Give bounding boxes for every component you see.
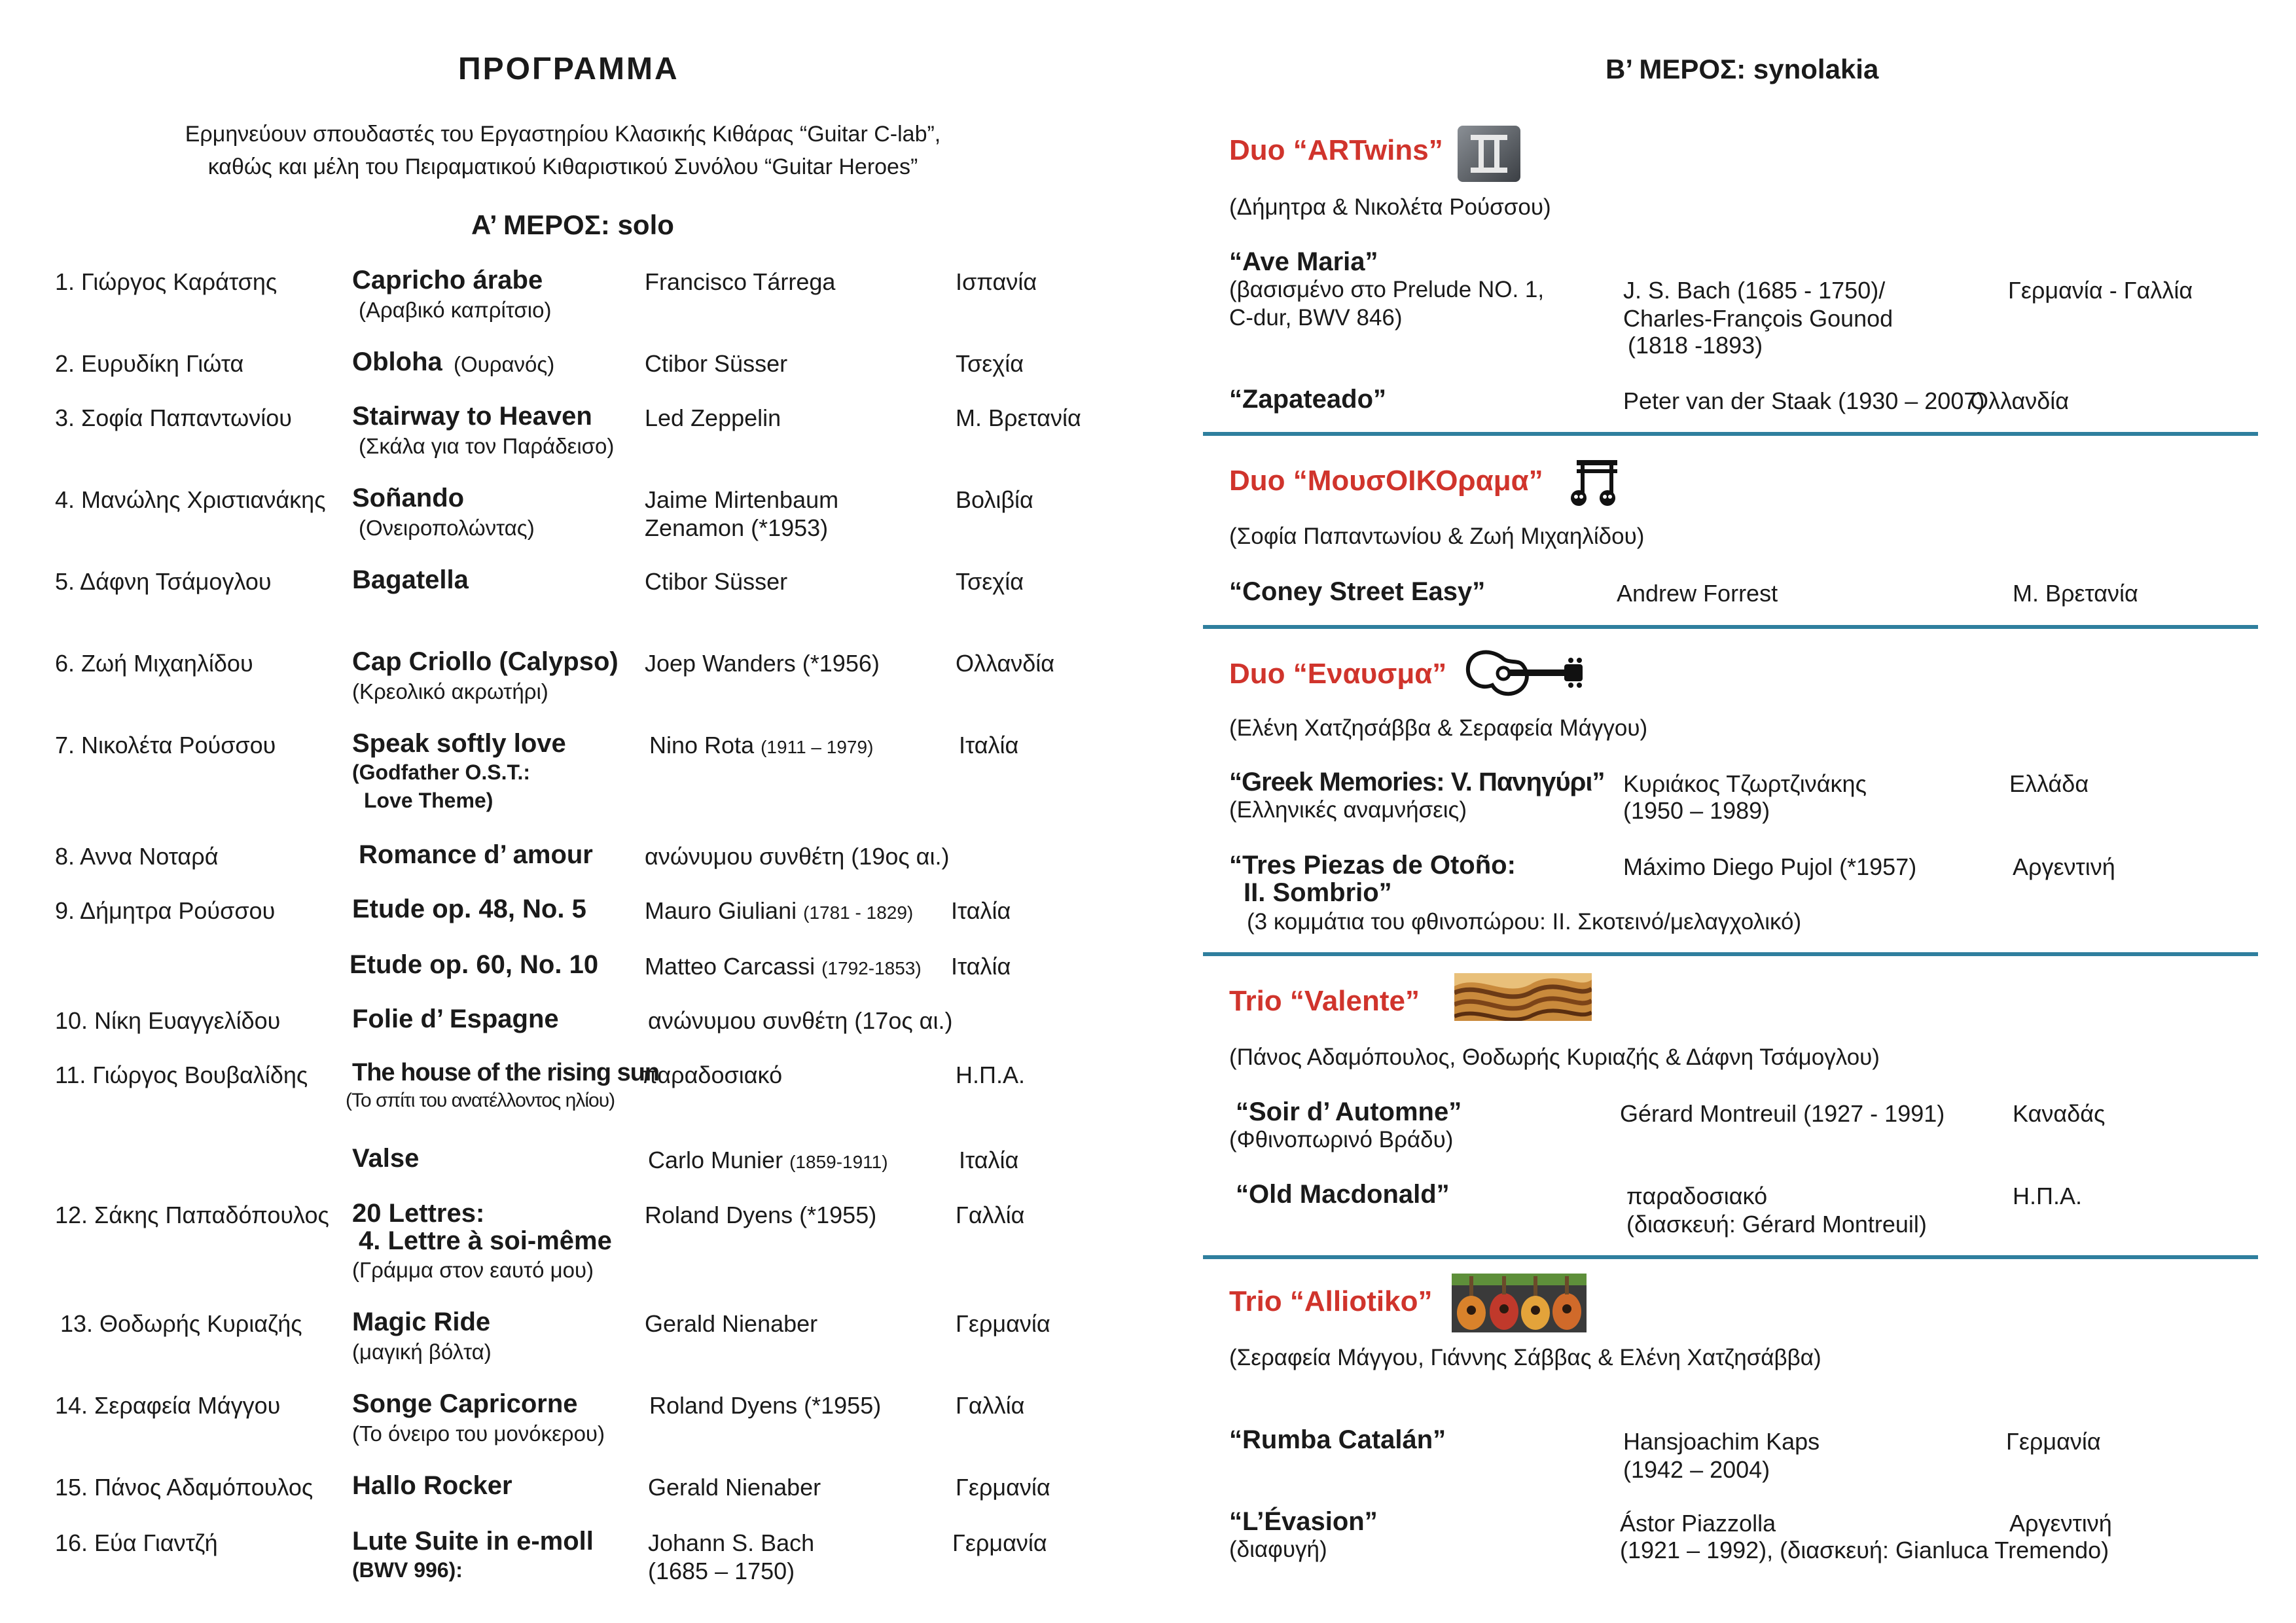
country-2: Τσεχία [956, 350, 1024, 377]
members-mousoikorama: (Σοφία Παπαντωνίου & Ζωή Μιχαηλίδου) [1229, 524, 1645, 549]
composer-rumba-catalan-years: (1942 – 2004) [1623, 1456, 1770, 1483]
part-b-title: Β’ ΜΕΡΟΣ: synolakia [1605, 54, 1879, 84]
section-divider [1203, 1255, 2258, 1259]
group-name-mousoikorama: Duo “ΜουσΟΙΚΟραμα” [1229, 465, 1543, 497]
piece-title-7: Speak softly love [352, 729, 566, 758]
country-zapateado: Ολλανδία [1970, 387, 2070, 414]
piece-title-15: Hallo Rocker [352, 1471, 512, 1500]
composer-9b-name: Matteo Carcassi [645, 953, 816, 980]
piece-title-12: 20 Lettres: [352, 1199, 485, 1228]
piece-subtitle-7-line2: Love Theme) [364, 789, 493, 812]
composer-11: παραδοσιακό [641, 1061, 783, 1088]
composer-11b-years: (1859-1911) [789, 1152, 888, 1172]
arranger-old-macdonald: (διασκευή: Gérard Montreuil) [1626, 1211, 1927, 1238]
members-artwins: (Δήμητρα & Νικολέτα Ρούσσου) [1229, 194, 1551, 220]
composer-16: Johann S. Bach [648, 1529, 815, 1556]
piece-soir-dautomne: “Soir d’ Automne” [1236, 1097, 1462, 1126]
country-ave-maria: Γερμανία - Γαλλία [2008, 277, 2193, 304]
piece-title-11: The house of the rising sun [352, 1059, 660, 1086]
group-name-valente: Trio “Valente” [1229, 985, 1420, 1017]
performer-7: 7. Νικολέτα Ρούσσου [55, 732, 276, 758]
composer-4-line2: Zenamon (*1953) [645, 514, 829, 541]
note-soir-dautomne: (Φθινοπωρινό Βράδυ) [1229, 1127, 1454, 1152]
piece-greek-memories: “Greek Memories: V. Πανηγύρι” [1229, 768, 1605, 796]
piece-title-10: Folie d’ Espagne [352, 1005, 559, 1033]
piece-title-13: Magic Ride [352, 1308, 491, 1336]
country-16: Γερμανία [952, 1529, 1047, 1556]
composer-rumba-catalan: Hansjoachim Kaps [1623, 1428, 1820, 1455]
group-name-enavsma: Duo “Εναυσμα” [1229, 658, 1447, 690]
composer-2: Ctibor Süsser [645, 350, 788, 377]
composer-greek-memories-years: (1950 – 1989) [1623, 797, 1770, 824]
performer-12: 12. Σάκης Παπαδόπουλος [55, 1202, 329, 1228]
intro-text [131, 118, 995, 183]
piece-subtitle-13: (μαγική βόλτα) [352, 1340, 492, 1364]
piece-coney-street-easy: “Coney Street Easy” [1229, 577, 1486, 606]
composer-tres-piezas: Máximo Diego Pujol (*1957) [1623, 853, 1917, 880]
piece-subtitle-11: (Το σπίτι του ανατέλλοντος ηλίου) [346, 1090, 615, 1111]
composer-levasion-details: (1921 – 1992), (διασκευή: Gianluca Tremendo) [1620, 1537, 2109, 1563]
guitars-painting-icon [1452, 1274, 1587, 1332]
country-11: Η.Π.Α. [956, 1061, 1026, 1088]
piece-zapateado: “Zapateado” [1229, 385, 1387, 414]
composer-7 [649, 732, 873, 759]
piece-title-11b: Valse [352, 1144, 420, 1173]
performer-10: 10. Νίκη Ευαγγελίδου [55, 1007, 281, 1034]
note-levasion: (διαφυγή) [1229, 1537, 1327, 1562]
composer-greek-memories: Κυριάκος Τζωρτζινάκης [1623, 770, 1867, 797]
piece-title-9b: Etude op. 60, No. 10 [350, 950, 599, 979]
piece-title-4: Soñando [352, 484, 465, 512]
country-greek-memories: Ελλάδα [2009, 770, 2089, 797]
composer-5: Ctibor Süsser [645, 568, 788, 595]
composer-7-name: Nino Rota [649, 732, 755, 758]
guitar-outline-icon [1463, 645, 1587, 704]
country-7: Ιταλία [959, 732, 1019, 758]
piece-title-16: Lute Suite in e-moll [352, 1527, 594, 1556]
piece-title-1: Capricho árabe [352, 266, 543, 294]
composer-ave-maria-2: Charles-François Gounod [1623, 305, 1893, 332]
piece-title-3: Stairway to Heaven [352, 402, 592, 431]
country-14: Γαλλία [956, 1392, 1025, 1419]
composer-12: Roland Dyens (*1955) [645, 1202, 877, 1228]
country-9: Ιταλία [951, 897, 1011, 924]
group-name-artwins: Duo “ARTwins” [1229, 134, 1443, 166]
wave-art-icon [1454, 973, 1592, 1021]
composer-14: Roland Dyens (*1955) [649, 1392, 882, 1419]
piece-levasion: “L’Évasion” [1229, 1507, 1378, 1536]
members-valente: (Πάνος Αδαμόπουλος, Θοδωρής Κυριαζής & Δάφνη Τσάμογλου) [1229, 1044, 1880, 1070]
composer-8: ανώνυμου συνθέτη (19ος αι.) [645, 843, 950, 870]
piece-subtitle-16: (BWV 996): [352, 1558, 463, 1582]
composer-3: Led Zeppelin [645, 404, 781, 431]
piece-subtitle-14: (Το όνειρο του μονόκερου) [352, 1421, 605, 1446]
country-5: Τσεχία [956, 568, 1024, 595]
country-11b: Ιταλία [959, 1147, 1019, 1173]
composer-ave-maria-3: (1818 -1893) [1628, 332, 1763, 359]
performer-8: 8. Αννα Νοταρά [55, 843, 219, 870]
country-15: Γερμανία [956, 1474, 1050, 1501]
composer-9 [645, 897, 913, 925]
performer-16: 16. Εύα Γιαντζή [55, 1529, 218, 1556]
piece-rumba-catalan: “Rumba Catalán” [1229, 1425, 1446, 1454]
country-levasion: Αργεντινή [2009, 1510, 2112, 1537]
piece-title-12-line2: 4. Lettre à soi-même [359, 1226, 612, 1255]
performer-14: 14. Σεραφεία Μάγγου [55, 1392, 281, 1419]
country-coney-street-easy: Μ. Βρετανία [2013, 580, 2138, 607]
piece-subtitle-3: (Σκάλα για τον Παράδεισο) [359, 434, 615, 458]
intro-line-1: Ερμηνεύουν σπουδαστές του Εργαστηρίου Κλασικής Κιθάρας “Guitar C-lab”, [185, 122, 941, 147]
intro-line-2: καθώς και μέλη του Πειραματικού Κιθαριστικού Συνόλου “Guitar Heroes” [207, 154, 918, 179]
composer-4: Jaime Mirtenbaum [645, 486, 839, 513]
piece-title-2: Obloha [352, 348, 442, 376]
performer-4: 4. Μανώλης Χριστιανάκης [55, 486, 326, 513]
performer-15: 15. Πάνος Αδαμόπουλος [55, 1474, 314, 1501]
piece-subtitle-6: (Κρεολικό ακρωτήρι) [352, 679, 548, 704]
composer-13: Gerald Nienaber [645, 1310, 818, 1337]
group-name-alliotiko: Trio “Alliotiko” [1229, 1285, 1433, 1317]
note-greek-memories: (Ελληνικές αναμνήσεις) [1229, 797, 1467, 823]
piece-ave-maria: “Ave Maria” [1229, 247, 1378, 276]
country-3: Μ. Βρετανία [956, 404, 1081, 431]
note-ave-maria-2: C-dur, BWV 846) [1229, 305, 1403, 330]
piece-title-8: Romance d’ amour [359, 840, 593, 869]
composer-7-years: (1911 – 1979) [761, 737, 874, 757]
piece-subtitle-2: (Ουρανός) [454, 352, 555, 376]
composer-9b [645, 953, 922, 980]
piece-subtitle-4: (Ονειροπολώντας) [359, 516, 535, 540]
composer-9-name: Mauro Giuliani [645, 897, 797, 924]
composer-zapateado: Peter van der Staak (1930 – 2007) [1623, 387, 1985, 414]
country-6: Ολλανδία [956, 650, 1055, 677]
piece-subtitle-7: (Godfather O.S.T.: [352, 760, 530, 784]
performer-1: 1. Γιώργος Καράτσης [55, 268, 278, 295]
members-alliotiko: (Σεραφεία Μάγγου, Γιάννης Σάββας & Ελένη Χατζησάββα) [1229, 1345, 1821, 1370]
piece-title-9: Etude op. 48, No. 5 [352, 895, 586, 923]
page-title: ΠΡΟΓΡΑΜΜΑ [458, 52, 679, 86]
performer-9: 9. Δήμητρα Ρούσσου [55, 897, 276, 924]
composer-coney-street-easy: Andrew Forrest [1617, 580, 1778, 607]
composer-old-macdonald: παραδοσιακό [1626, 1183, 1768, 1209]
country-1: Ισπανία [956, 268, 1037, 295]
composer-soir-dautomne: Gérard Montreuil (1927 - 1991) [1620, 1100, 1945, 1127]
composer-15: Gerald Nienaber [648, 1474, 821, 1501]
composer-ave-maria-1: J. S. Bach (1685 - 1750)/ [1623, 277, 1886, 304]
composer-11b-name: Carlo Munier [648, 1147, 783, 1173]
piece-title-14: Songe Capricorne [352, 1389, 578, 1418]
country-old-macdonald: Η.Π.Α. [2013, 1183, 2083, 1209]
composer-11b [648, 1147, 888, 1174]
country-soir-dautomne: Καναδάς [2013, 1100, 2106, 1127]
note-tres-piezas: (3 κομμάτια του φθινοπώρου: II. Σκοτεινό/μελαγχολικό) [1247, 909, 1802, 935]
piece-tres-piezas-line2: II. Sombrio” [1244, 878, 1392, 907]
piece-title-5: Bagatella [352, 565, 469, 594]
piece-old-macdonald: “Old Macdonald” [1236, 1180, 1450, 1209]
composer-levasion: Ástor Piazzolla [1620, 1510, 1776, 1537]
performer-5: 5. Δάφνη Τσάμογλου [55, 568, 272, 595]
gemini-icon [1456, 124, 1522, 183]
section-divider [1203, 432, 2258, 436]
country-rumba-catalan: Γερμανία [2006, 1428, 2101, 1455]
performer-6: 6. Ζωή Μιχαηλίδου [55, 650, 253, 677]
country-13: Γερμανία [956, 1310, 1050, 1337]
members-enavsma: (Ελένη Χατζησάββα & Σεραφεία Μάγγου) [1229, 715, 1648, 741]
country-9b: Ιταλία [951, 953, 1011, 980]
section-divider [1203, 625, 2258, 629]
performer-13: 13. Θοδωρής Κυριαζής [60, 1310, 302, 1337]
part-a-title: Α’ ΜΕΡΟΣ: solo [471, 209, 674, 240]
composer-9-years: (1781 - 1829) [803, 902, 914, 923]
performer-2: 2. Ευρυδίκη Γιώτα [55, 350, 244, 377]
piece-tres-piezas: “Tres Piezas de Otoño: [1229, 851, 1516, 880]
composer-1: Francisco Tárrega [645, 268, 836, 295]
composer-16-years: (1685 – 1750) [648, 1558, 795, 1584]
music-notes-icon [1568, 455, 1626, 510]
piece-subtitle-12: (Γράμμα στον εαυτό μου) [352, 1258, 594, 1282]
composer-10: ανώνυμου συνθέτη (17ος αι.) [648, 1007, 953, 1034]
performer-3: 3. Σοφία Παπαντωνίου [55, 404, 292, 431]
country-12: Γαλλία [956, 1202, 1025, 1228]
country-4: Βολιβία [956, 486, 1033, 513]
piece-subtitle-1: (Αραβικό καπρίτσιο) [359, 298, 552, 322]
composer-6: Joep Wanders (*1956) [645, 650, 880, 677]
composer-9b-years: (1792-1853) [821, 958, 922, 978]
country-tres-piezas: Αργεντινή [2013, 853, 2115, 880]
performer-11: 11. Γιώργος Βουβαλίδης [55, 1061, 308, 1088]
piece-title-6: Cap Criollo (Calypso) [352, 647, 619, 676]
section-divider [1203, 952, 2258, 956]
note-ave-maria-1: (βασισμένο στο Prelude NO. 1, [1229, 277, 1545, 302]
